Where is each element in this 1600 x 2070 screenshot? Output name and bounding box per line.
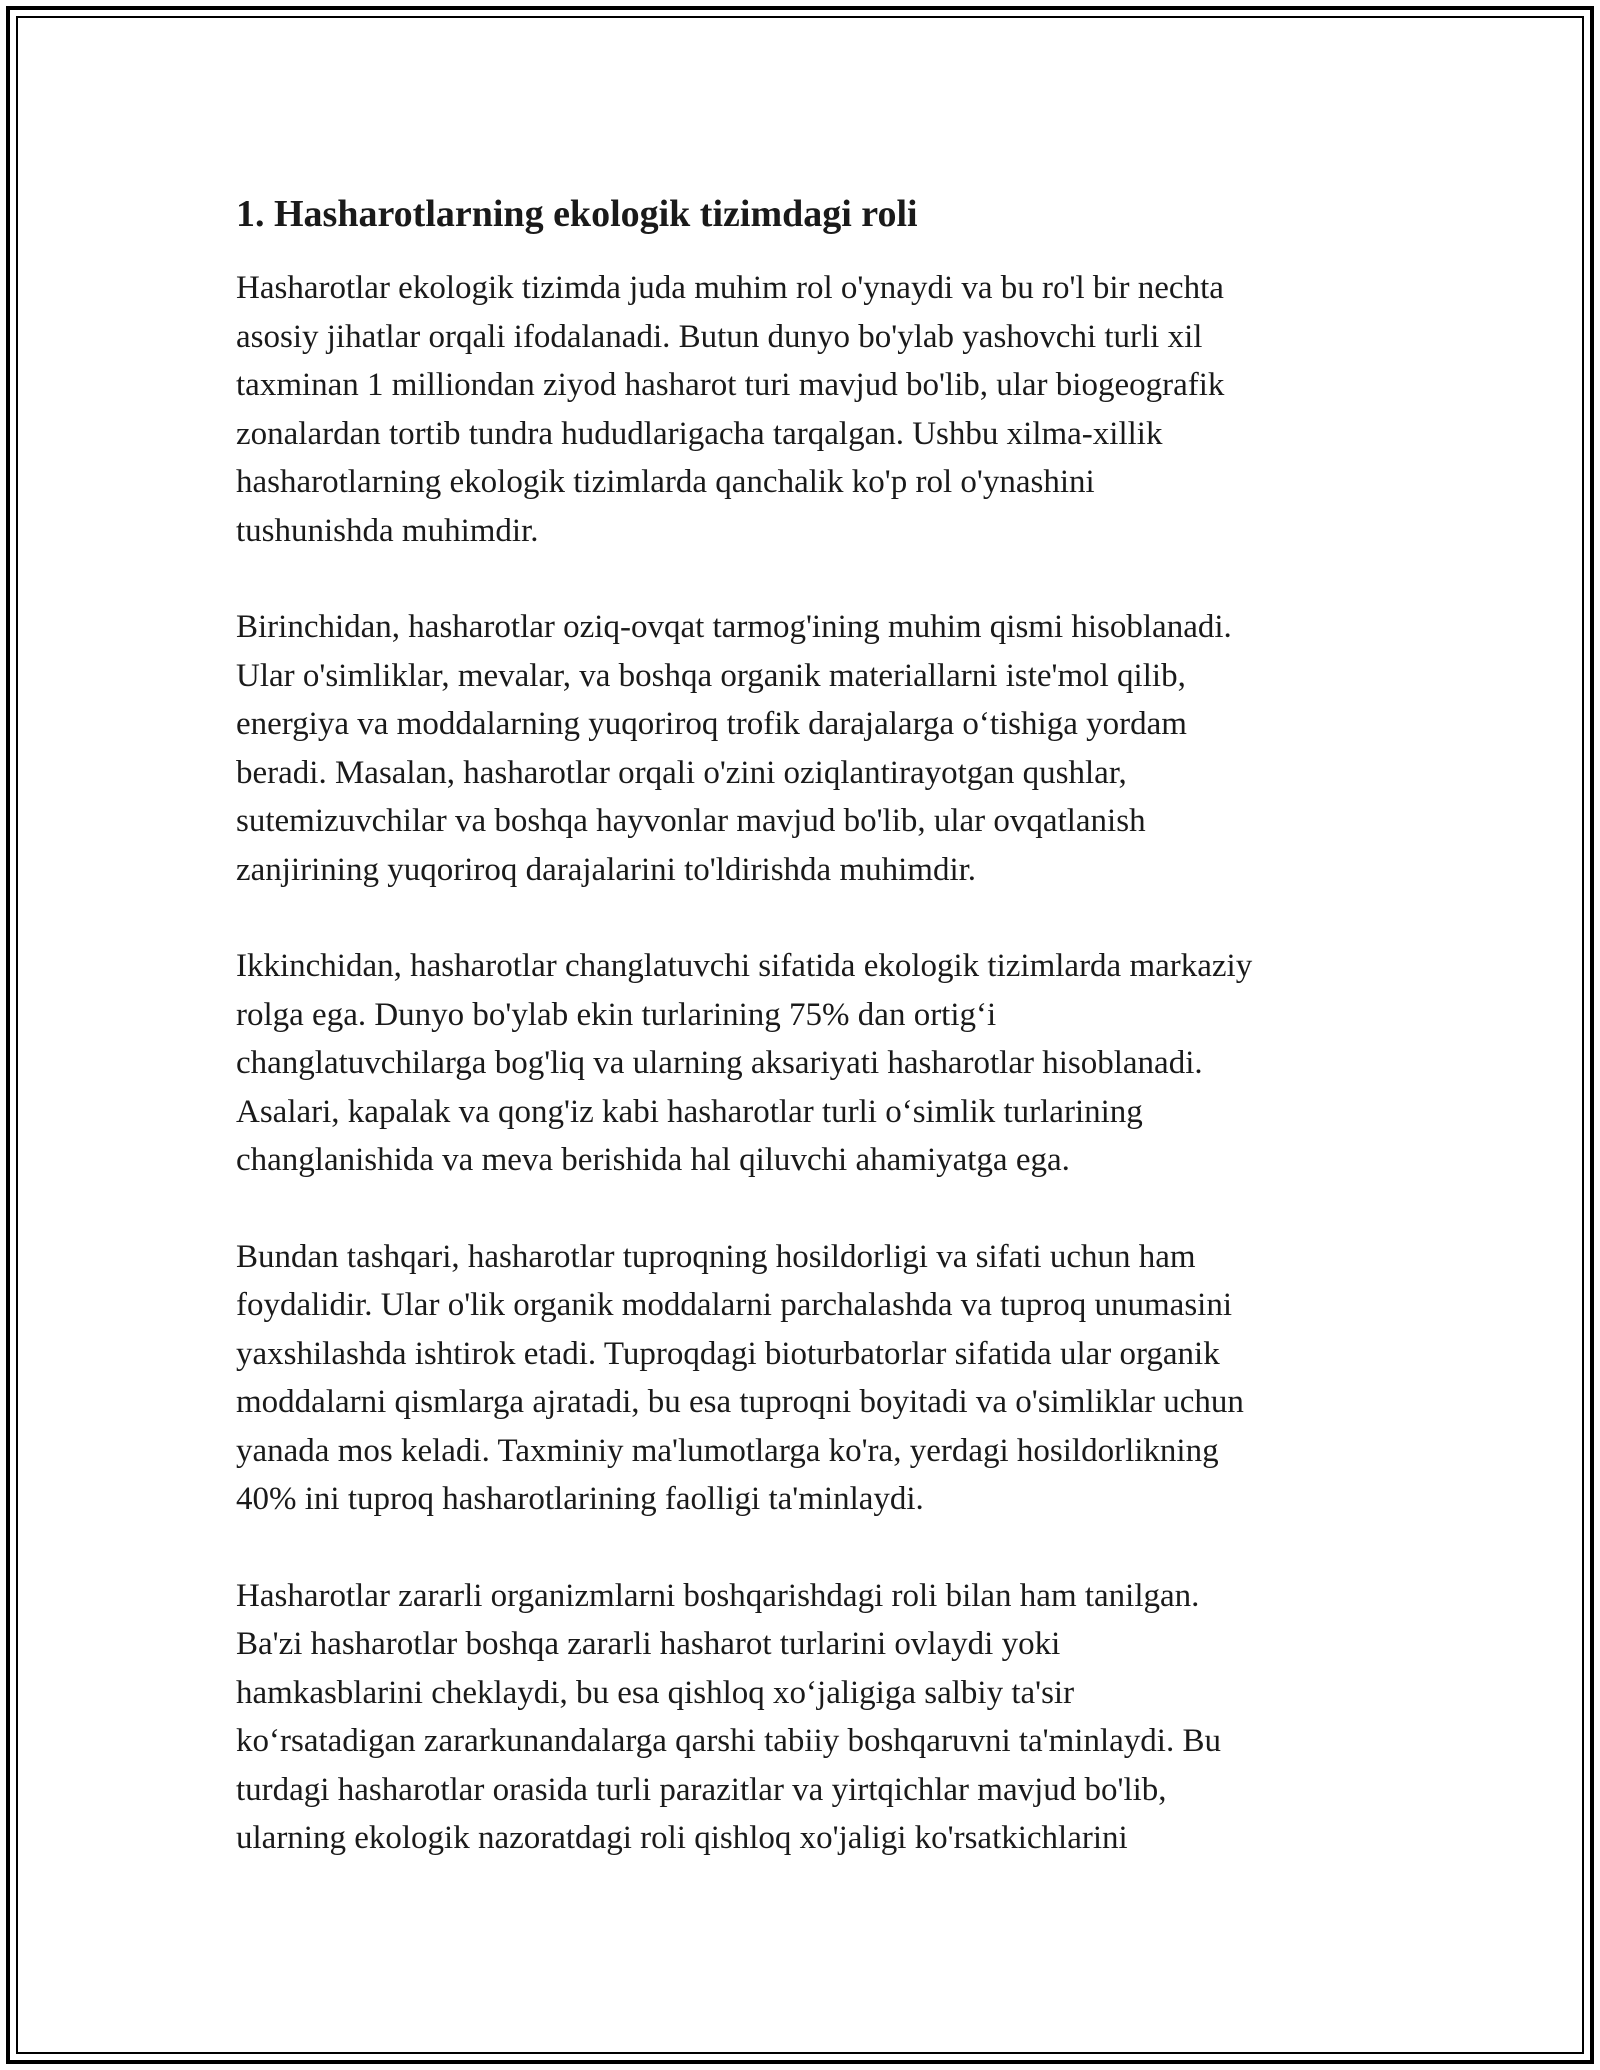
text-line: yanada mos keladi. Taxminiy ma'lumotlarga ko'ra, yerdagi hosildorlikning	[236, 1432, 1219, 1469]
text-line: sutemizuvchilar va boshqa hayvonlar mavjud bo'lib, ular ovqatlanish	[236, 803, 1146, 839]
text-line: tushunishda muhimdir.	[236, 512, 539, 549]
text-line: yaxshilashda ishtirok etadi. Tuproqdagi bioturbatorlar sifatida ular organik	[236, 1335, 1220, 1372]
text-line: foydalidir. Ular o'lik organik moddalarni parchalashda va tuproq unumasini	[236, 1287, 1233, 1323]
paragraph-pollination	[236, 942, 1376, 1185]
text-line: Birinchidan, hasharotlar oziq-ovqat tarmog'ining muhim qismi hisoblanadi.	[236, 609, 1232, 645]
text-line: Ular o'simliklar, mevalar, va boshqa organik materiallarni iste'mol qilib,	[236, 657, 1186, 694]
text-line: energiya va moddalarning yuqoriroq trofik darajalarga o‘tishiga yordam	[236, 706, 1187, 742]
text-line: Hasharotlar ekologik tizimda juda muhim rol o'ynaydi va bu ro'l bir nechta	[236, 270, 1224, 306]
text-line: changlanishida va meva berishida hal qiluvchi ahamiyatga ega.	[236, 1142, 1070, 1178]
text-line: Ba'zi hasharotlar boshqa zararli hasharot turlarini ovlaydi yoki	[236, 1626, 1061, 1662]
text-line: moddalarni qismlarga ajratadi, bu esa tuproqni boyitadi va o'simliklar uchun	[236, 1384, 1244, 1420]
text-line: rolga ega. Dunyo bo'ylab ekin turlarining 75% dan ortig‘i	[236, 996, 997, 1033]
text-line: turdagi hasharotlar orasida turli parazitlar va yirtqichlar mavjud bo'lib,	[236, 1771, 1167, 1808]
text-line: zanjirining yuqoriroq darajalarini to'ldirishda muhimdir.	[236, 851, 977, 888]
text-line: Bundan tashqari, hasharotlar tuproqning hosildorligi va sifati uchun ham	[236, 1238, 1196, 1275]
text-line: changlatuvchilarga bog'liq va ularning aksariyati hasharotlar hisoblanadi.	[236, 1045, 1203, 1081]
text-line: hasharotlarning ekologik tizimlarda qanchalik ko'p rol o'ynashini	[236, 464, 1095, 500]
text-line: Hasharotlar zararli organizmlarni boshqarishdagi roli bilan ham tanilgan.	[236, 1577, 1200, 1614]
paragraph-soil	[236, 1233, 1376, 1524]
text-line: 40% ini tuproq hasharotlarining faolligi ta'minlaydi.	[236, 1481, 924, 1517]
text-line: ularning ekologik nazoratdagi roli qishloq xo'jaligi ko'rsatkichlarini	[236, 1820, 1128, 1856]
paragraph-pest-control	[236, 1572, 1376, 1863]
text-line: hamkasblarini cheklaydi, bu esa qishloq xo‘jaligiga salbiy ta'sir	[236, 1674, 1075, 1711]
text-line: Asalari, kapalak va qong'iz kabi hasharotlar turli o‘simlik turlarining	[236, 1093, 1143, 1130]
text-line: Ikkinchidan, hasharotlar changlatuvchi sifatida ekologik tizimlarda markaziy	[236, 948, 1253, 984]
paragraph-food-web	[236, 603, 1376, 894]
text-line: beradi. Masalan, hasharotlar orqali o'zini oziqlantirayotgan qushlar,	[236, 754, 1127, 791]
paragraph-intro	[236, 264, 1376, 555]
text-line: asosiy jihatlar orqali ifodalanadi. Butun dunyo bo'ylab yashovchi turli xil	[236, 318, 1203, 355]
text-line: taxminan 1 milliondan ziyod hasharot turi mavjud bo'lib, ular biogeografik	[236, 367, 1225, 403]
document-body	[236, 186, 1376, 1911]
section-heading: 1. Hasharotlarning ekologik tizimdagi roli	[236, 193, 918, 235]
text-line: ko‘rsatadigan zararkunandalarga qarshi tabiiy boshqaruvni ta'minlaydi. Bu	[236, 1723, 1221, 1759]
text-line: zonalardan tortib tundra hududlarigacha tarqalgan. Ushbu xilma-xillik	[236, 415, 1163, 452]
